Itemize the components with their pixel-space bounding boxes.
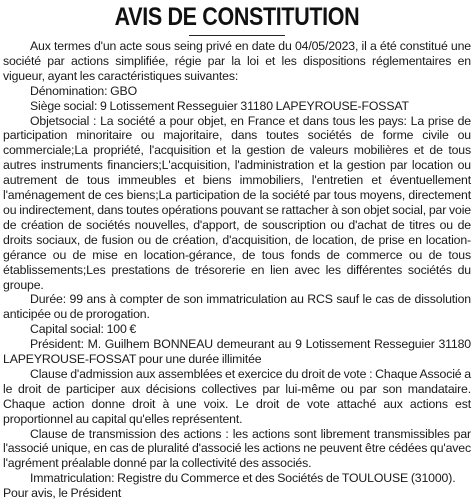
denomination-paragraph: Dénomination: GBO <box>30 83 137 98</box>
registration-paragraph: Immatriculation: Registre du Commerce et des Sociétés de TOULOUSE (31000). <box>30 471 456 486</box>
transfer-clause-paragraph: Clause de transmission des actions : les actions sont librement transmissibles par l'associé unique, en cas de pluralité d'associé les actions ne peuvent être cédées qu'avec l'agrément préalable donné par la collectivité des associés. <box>3 426 471 471</box>
registered-office-paragraph: Siège social: 9 Lotissement Resseguier 31180 LAPEYROUSE-FOSSAT <box>30 98 409 113</box>
admission-clause-paragraph: Clause d'admission aux assemblées et exercice du droit de vote : Chaque Associé a le droit de participer aux décisions collectives par lui-même ou par son mandataire. Chaque action donne droit à une voix. Le droit de vote attaché aux actions est proportionnel au capital qu'elles représentent. <box>3 366 471 426</box>
share-capital-paragraph: Capital social: 100 € <box>30 322 137 337</box>
corporate-purpose-paragraph: Objetsocial : La société a pour objet, en France et dans tous les pays: La prise de participation minoritaire ou majoritaire, dans toutes sociétés de forme civile ou commerciale;La propriété, l'acquisition et la gestion de valeurs mobilières et de tous autres instruments financiers;L'acquisition, l'administration et la gestion par location ou autrement de tous immeubles et biens immobiliers, l'entretien et éventuellement l'aménagement de ces biens;La participation de la société par tous moyens, directement ou indirectement, dans toutes opérations pouvant se rattacher à son objet social, par voie de création de sociétés nouvelles, d'apport, de souscription ou d'achat de titres ou de droits sociaux, de fusion ou de création, d'acquisition, de location, de prise en location-gérance ou de mise en location-gérance, de tous fonds de commerce ou de tous établissements;Les prestations de trésorerie en lien avec les différentes sociétés du groupe. <box>3 113 471 292</box>
intro-paragraph: Aux termes d'un acte sous seing privé en date du 04/05/2023, il a été constitué une société par actions simplifiée, régie par la loi et les dispositions réglementaires en vigueur, ayant les caractéristiques suivantes: <box>3 39 471 83</box>
signature-line: Pour avis, le Président <box>3 486 122 501</box>
title-underline <box>189 35 285 36</box>
duration-paragraph: Durée: 99 ans à compter de son immatriculation au RCS sauf le cas de dissolution anticipée ou de prorogation. <box>3 292 471 322</box>
notice-body <box>3 39 471 501</box>
president-paragraph: Président: M. Guilhem BONNEAU demeurant au 9 Lotissement Resseguier 31180 LAPEYROUSE-FOSSAT pour une durée illimitée <box>3 337 471 367</box>
notice-title: AVIS DE CONSTITUTION <box>114 3 360 31</box>
